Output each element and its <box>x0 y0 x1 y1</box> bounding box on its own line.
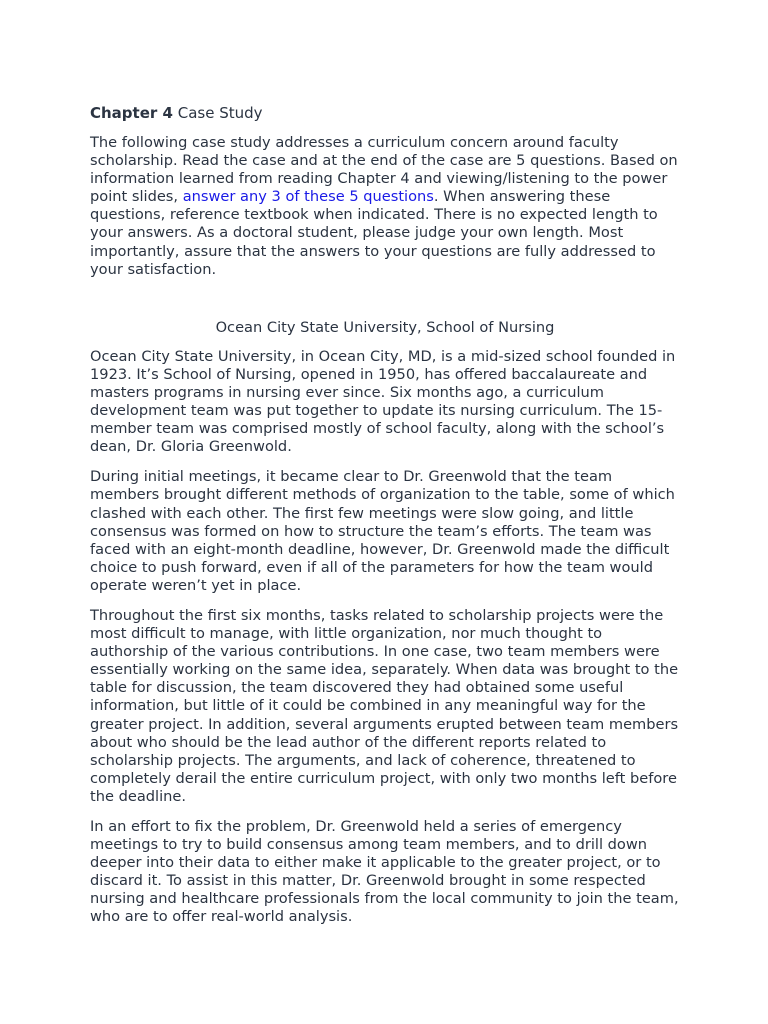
instructions-link[interactable]: answer any 3 of these 5 questions <box>182 188 434 206</box>
chapter-label: Chapter 4 <box>90 104 173 122</box>
case-paragraph-2: During initial meetings, it became clear to Dr. Greenwold that the team members brought different methods of organization to the table, some of which clashed with each other. The first few meetings were slow going, and little consensus was formed on how to structure the team’s efforts. The team was faced with an eight-month deadline, however, Dr. Greenwold made the difficult choice to push forward, even if all of the parameters for how the team would operate weren’t yet in place. <box>90 468 675 594</box>
intro-paragraph <box>90 134 680 279</box>
case-paragraph-1: Ocean City State University, in Ocean City, MD, is a mid-sized school founded in 1923. It’s School of Nursing, opened in 1950, has offered baccalaureate and masters programs in nursing ever since. Six months ago, a curriculum development team was put together to update its nursing curriculum. The 15-member team was comprised mostly of school faculty, along with the school’s dean, Dr. Gloria Greenwold. <box>90 347 676 456</box>
chapter-heading <box>90 102 680 124</box>
intro-text-end: . When answering these questions, reference textbook when indicated. There is no expected length to your answers. As a doctoral student, please judge your own length. Most importantly, assure that the answers to your questions are fully addressed to your satisfaction. <box>90 188 658 278</box>
case-paragraph-4: In an effort to fix the problem, Dr. Greenwold held a series of emergency meetings to try to build consensus among team members, and to drill down deeper into their data to either make it applicable to the greater project, or to discard it. To assist in this matter, Dr. Greenwold brought in some respected nursing and healthcare professionals from the local community to join the team, who are to offer real-world analysis. <box>90 818 679 926</box>
case-title: Ocean City State University, School of Nursing <box>215 318 555 336</box>
intro-text-start: The following case study addresses a curriculum concern around faculty scholarship. Read the case and at the end of the case are 5 questions. Based on information learned from reading Chapter 4 and viewing/listening to the power point slides, <box>90 134 678 206</box>
case-paragraph-3: Throughout the first six months, tasks related to scholarship projects were the most difficult to manage, with little organization, nor much thought to authorship of the various contributions. In one case, two team members were essentially working on the same idea, separately. When data was brought to the table for discussion, the team discovered they had obtained some useful information, but little of it could be combined in any meaningful way for the greater project. In addition, several arguments erupted between team members about who should be the lead author of the different reports related to scholarship projects. The arguments, and lack of coherence, threatened to completely derail the entire curriculum project, with only two months left before the deadline. <box>90 606 679 805</box>
document-page <box>90 102 680 939</box>
heading-suffix: Case Study <box>172 104 263 122</box>
